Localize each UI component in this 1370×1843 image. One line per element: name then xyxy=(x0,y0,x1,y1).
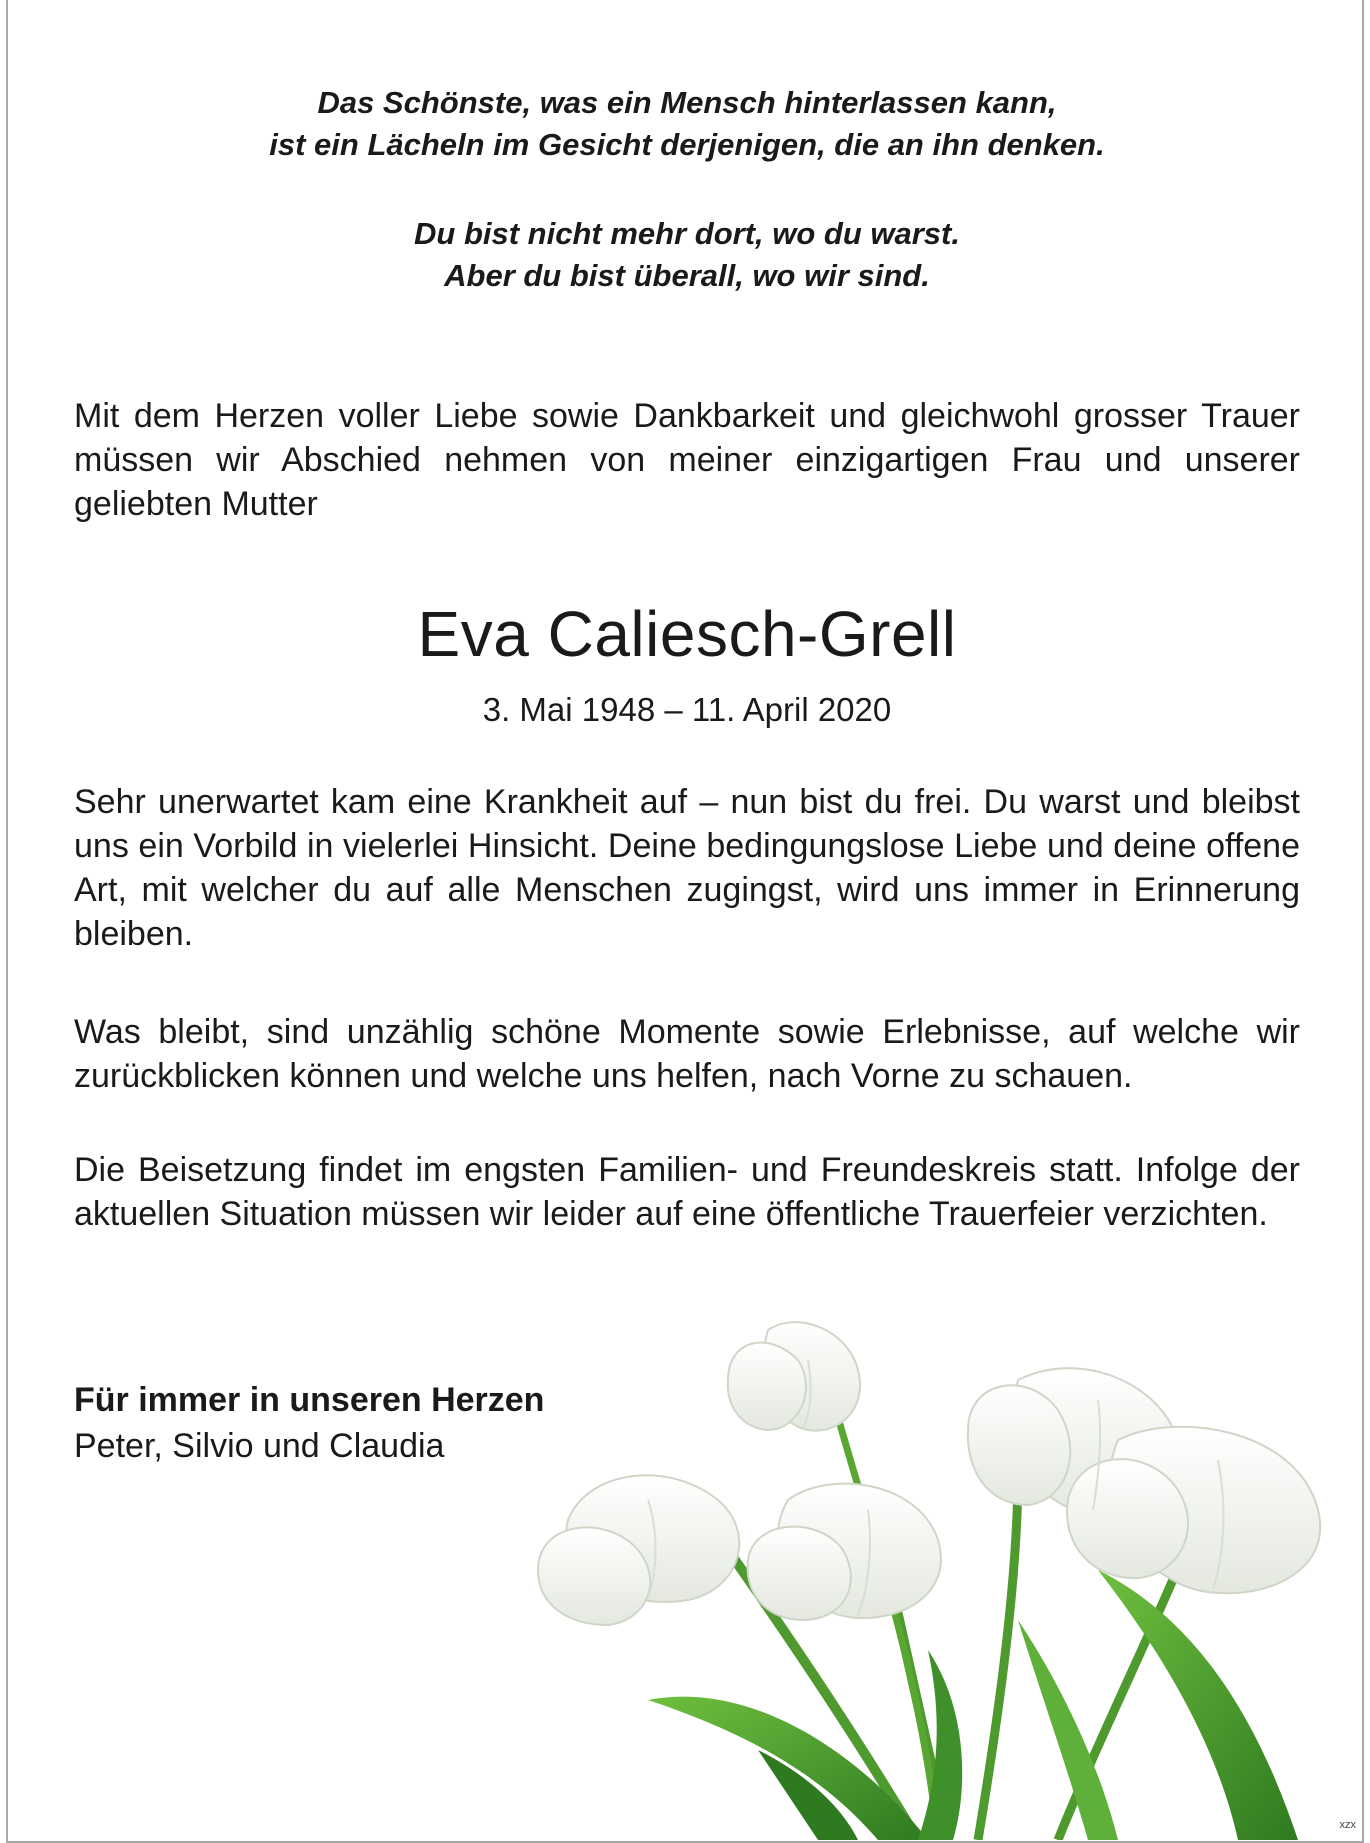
paragraph-memories: Was bleibt, sind unzählig schöne Momente sowie Erlebnisse, auf welche wir zurückblicken können und welche uns helfen, nach Vorne zu schauen. xyxy=(74,1013,1300,1095)
deceased-name: Eva Caliesch-Grell xyxy=(417,598,957,670)
paragraph-tribute: Sehr unerwartet kam eine Krankheit auf – nun bist du frei. Du warst und bleibst uns ein Vorbild in vielerlei Hinsicht. Deine bedingungslose Liebe und deine offene Art, mit welcher du auf alle Menschen zugingst, wird uns immer in Erinnerung bleiben. xyxy=(74,783,1300,953)
quote-two-line-1: Du bist nicht mehr dort, wo du warst. xyxy=(414,216,960,251)
quote-one-line-2: ist ein Lächeln im Gesicht derjenigen, die an ihn denken. xyxy=(269,127,1105,162)
life-dates: 3. Mai 1948 – 11. April 2020 xyxy=(482,691,892,728)
intro-paragraph: Mit dem Herzen voller Liebe sowie Dankbarkeit und gleichwohl grosser Trauer müssen wir Abschied nehmen von meiner einzigartigen Frau und unserer geliebten Mutter xyxy=(74,397,1300,523)
signature-title: Für immer in unseren Herzen xyxy=(74,1381,545,1419)
white-tulips-icon xyxy=(498,1320,1358,1840)
quote-one-line-1: Das Schönste, was ein Mensch hinterlassen kann, xyxy=(317,85,1057,120)
quote-one xyxy=(8,82,1366,166)
obituary-card xyxy=(6,0,1364,1843)
ad-code: xzx xyxy=(1339,1819,1356,1831)
quote-two xyxy=(8,213,1366,297)
signature-names: Peter, Silvio und Claudia xyxy=(74,1427,445,1465)
paragraph-funeral: Die Beisetzung findet im engsten Familien- und Freundeskreis statt. Infolge der aktuellen Situation müssen wir leider auf eine öffentliche Trauerfeier verzichten. xyxy=(74,1151,1300,1233)
quote-two-line-2: Aber du bist überall, wo wir sind. xyxy=(444,258,930,293)
